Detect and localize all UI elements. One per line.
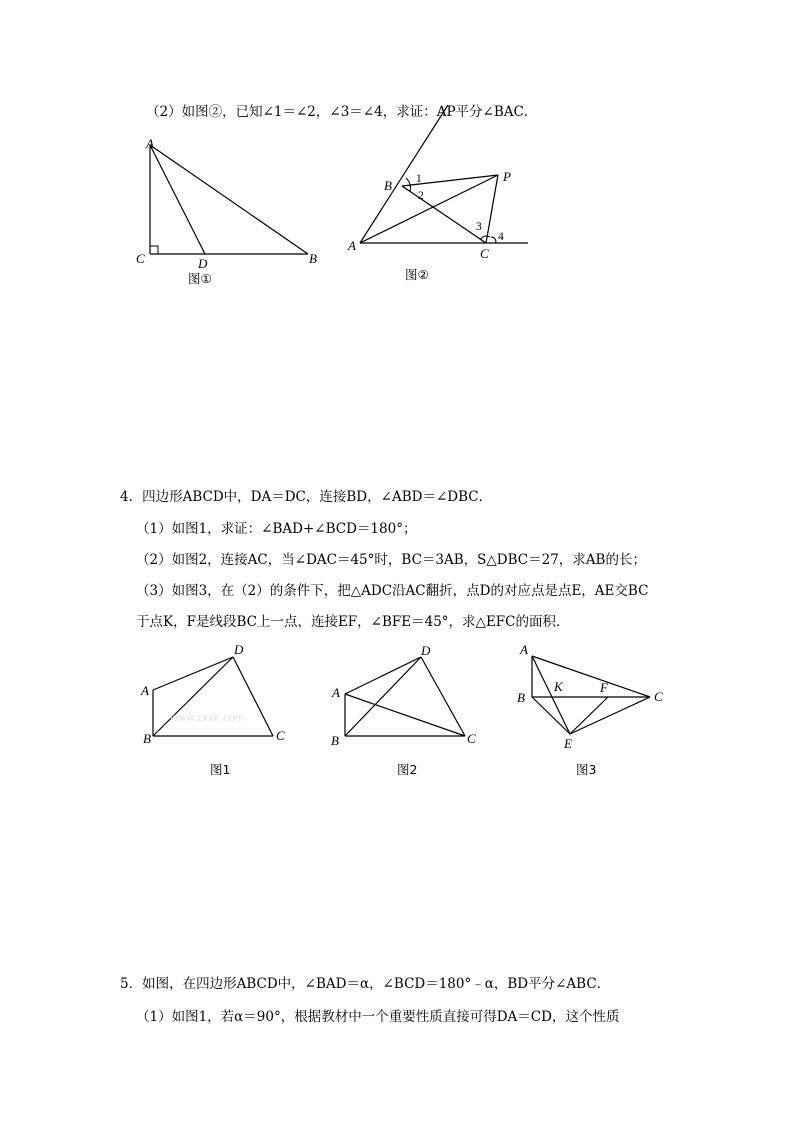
q4-fig1-label-d: D [234, 642, 244, 657]
q4-part1: （1）如图1，求证：∠BAD+∠BCD＝180°； [136, 521, 417, 537]
q4-fig2-label-c: C [467, 731, 476, 746]
q5-title: 5．如图，在四边形ABCD中，∠BAD＝α，∠BCD＝180°﹣α，BD平分∠ABC． [120, 976, 611, 992]
q4-fig3-label-a: A [520, 642, 528, 657]
q4-fig3-label-e: E [564, 736, 572, 751]
q3-figure-1 [130, 130, 330, 290]
q4-fig3-caption: 图3 [576, 762, 597, 777]
q4-figure-2 [325, 640, 485, 785]
q4-fig1-label-a: A [141, 683, 149, 698]
q4-fig1-label-b: B [143, 731, 151, 746]
q4-fig3-label-c: C [654, 689, 663, 704]
q4-part3-line2: 于点K，F是线段BC上一点，连接EF，∠BFE＝45°，求△EFC的面积． [136, 614, 570, 630]
fig1-label-c: C [136, 251, 145, 266]
q4-fig1-caption: 图1 [210, 762, 231, 777]
q4-fig2-label-a: A [332, 685, 340, 700]
q4-fig3-label-f: F [600, 680, 608, 695]
q4-part2: （2）如图2，连接AC，当∠DAC＝45°时，BC＝3AB，S△DBC＝27，求AB的长； [136, 552, 646, 568]
q4-fig2-label-d: D [421, 643, 431, 658]
q4-fig3-label-b: B [517, 690, 525, 705]
fig1-caption: 图① [188, 271, 212, 286]
q4-fig3-label-k: K [554, 679, 563, 694]
q4-fig2-label-b: B [331, 733, 339, 748]
fig2-angle-2: 2 [418, 190, 424, 202]
fig2-label-a: A [348, 238, 356, 253]
fig2-angle-3: 3 [476, 221, 482, 233]
watermark: www.zxxk.com [170, 713, 245, 724]
q3-part2-text: （2）如图②，已知∠1＝∠2，∠3＝∠4，求证：AP平分∠BAC． [146, 104, 538, 120]
fig1-label-b: B [309, 251, 317, 266]
q4-figure-3 [510, 640, 680, 785]
fig2-angle-1: 1 [416, 173, 422, 185]
fig2-label-c: C [480, 246, 489, 261]
q3-figure-2 [340, 100, 540, 290]
q4-part3-line1: （3）如图3，在（2）的条件下，把△ADC沿AC翻折，点D的对应点是点E，AE交BC [136, 583, 649, 599]
fig1-label-a: A [146, 136, 154, 151]
fig2-label-p: P [503, 169, 511, 184]
fig2-angle-4: 4 [498, 231, 504, 243]
fig1-label-d: D [198, 256, 208, 271]
q4-title: 4．四边形ABCD中，DA＝DC，连接BD，∠ABD＝∠DBC． [120, 489, 493, 505]
q4-fig1-label-c: C [276, 728, 285, 743]
fig2-caption: 图② [405, 267, 429, 282]
q5-part1: （1）如图1，若α＝90°，根据教材中一个重要性质直接可得DA＝CD，这个性质 [136, 1009, 620, 1025]
q4-fig2-caption: 图2 [397, 762, 418, 777]
fig2-label-b: B [384, 178, 392, 193]
